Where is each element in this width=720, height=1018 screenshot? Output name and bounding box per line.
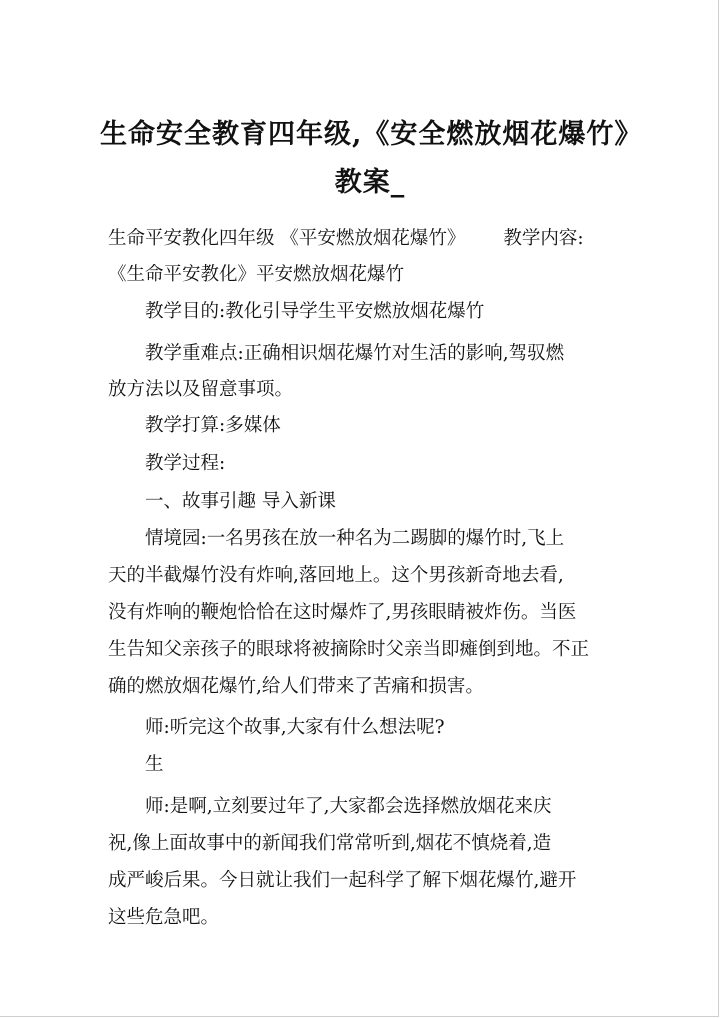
teacher-remark-line-1: 师:是啊,立刻要过年了,大家都会选择燃放烟花来庆 <box>145 796 552 817</box>
header-line <box>108 227 628 251</box>
teaching-process: 教学过程: <box>145 453 226 474</box>
teacher-remark-line-4: 这些危急吧。 <box>108 907 220 928</box>
content-title: 《生命平安教化》平安燃放烟花爆竹 <box>108 264 405 285</box>
document-title-line-1: 生命安全教育四年级,《安全燃放烟花爆竹》 <box>100 119 643 150</box>
key-points-line-1: 教学重难点:正确相识烟花爆竹对生活的影响,驾驭燃 <box>145 343 565 364</box>
story-line-2: 天的半截爆竹没有炸响,落回地上。这个男孩新奇地去看, <box>108 565 564 586</box>
teacher-question: 师:听完这个故事,大家有什么想法呢? <box>145 717 445 738</box>
section-heading-1: 一、故事引趣 导入新课 <box>145 491 336 512</box>
story-line-5: 确的燃放烟花爆竹,给人们带来了苦痛和损害。 <box>108 676 484 697</box>
story-line-1: 情境园:一名男孩在放一种名为二踢脚的爆竹时,飞上 <box>145 528 565 549</box>
story-line-4: 生告知父亲孩子的眼球将被摘除时父亲当即瘫倒到地。不正 <box>108 639 590 660</box>
teacher-remark-line-2: 祝,像上面故事中的新闻我们常常听到,烟花不慎烧着,造 <box>108 833 552 854</box>
header-left-text: 生命平安教化四年级 《平安燃放烟花爆竹》 <box>108 228 466 249</box>
teacher-remark-line-3: 成严峻后果。今日就让我们一起科学了解下烟花爆竹,避开 <box>108 870 577 891</box>
header-right-text: 教学内容: <box>503 228 584 249</box>
teaching-prep: 教学打算:多媒体 <box>145 415 281 436</box>
story-line-3: 没有炸响的鞭炮恰恰在这时爆炸了,男孩眼睛被炸伤。当医 <box>108 602 577 623</box>
student-response: 生 <box>145 754 164 775</box>
key-points-line-2: 放方法以及留意事项。 <box>108 379 294 400</box>
document-title-line-2: 教案_ <box>334 167 406 198</box>
teaching-goal: 教学目的:教化引导学生平安燃放烟花爆竹 <box>145 301 485 322</box>
